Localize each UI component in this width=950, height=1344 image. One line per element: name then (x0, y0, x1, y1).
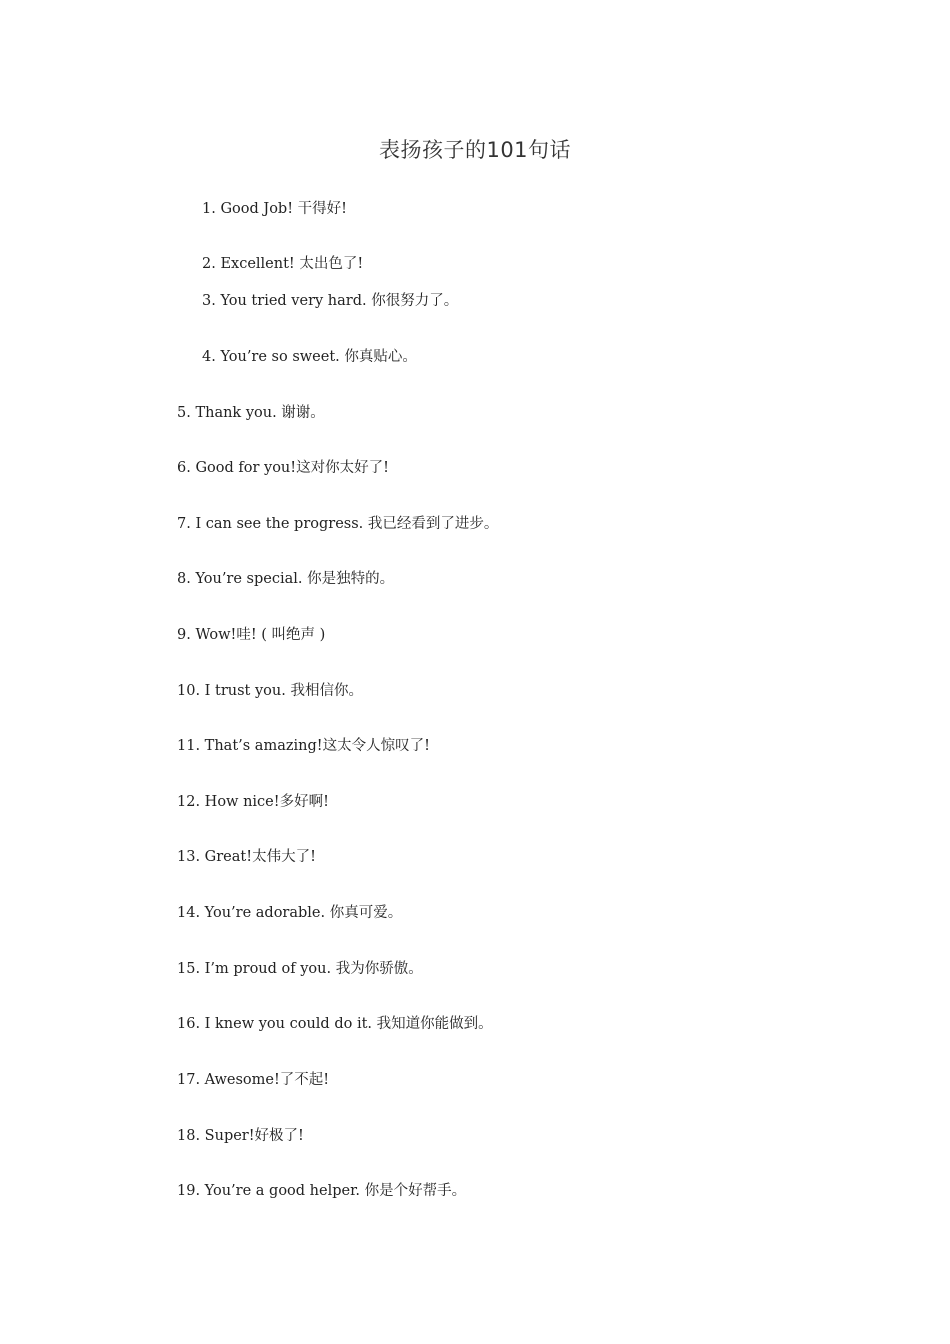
list-item: 6. Good for you!这对你太好了! (177, 460, 389, 476)
list-item: 2. Excellent! 太出色了! (202, 256, 364, 272)
list-item: 11. That’s amazing!这太令人惊叹了! (177, 738, 430, 754)
list-item: 15. I’m proud of you. 我为你骄傲。 (177, 961, 423, 977)
list-item: 10. I trust you. 我相信你。 (177, 683, 363, 699)
list-item: 4. You’re so sweet. 你真贴心。 (202, 349, 417, 365)
list-item: 14. You’re adorable. 你真可爱。 (177, 905, 403, 921)
list-item: 16. I knew you could do it. 我知道你能做到。 (177, 1016, 493, 1032)
list-item: 13. Great!太伟大了! (177, 849, 316, 865)
page-title: 表扬孩子的101句话 (378, 138, 572, 162)
list-item: 5. Thank you. 谢谢。 (177, 405, 325, 421)
list-item: 19. You’re a good helper. 你是个好帮手。 (177, 1183, 467, 1199)
list-item: 8. You’re special. 你是独特的。 (177, 571, 395, 587)
list-item: 7. I can see the progress. 我已经看到了进步。 (177, 516, 499, 532)
list-item: 12. How nice!多好啊! (177, 794, 329, 810)
list-item: 3. You tried very hard. 你很努力了。 (202, 293, 459, 309)
list-item: 9. Wow!哇! ( 叫绝声 ) (177, 627, 326, 643)
list-item: 18. Super!好极了! (177, 1128, 304, 1144)
list-item: 17. Awesome!了不起! (177, 1072, 330, 1088)
list-item: 1. Good Job! 干得好! (202, 201, 347, 217)
